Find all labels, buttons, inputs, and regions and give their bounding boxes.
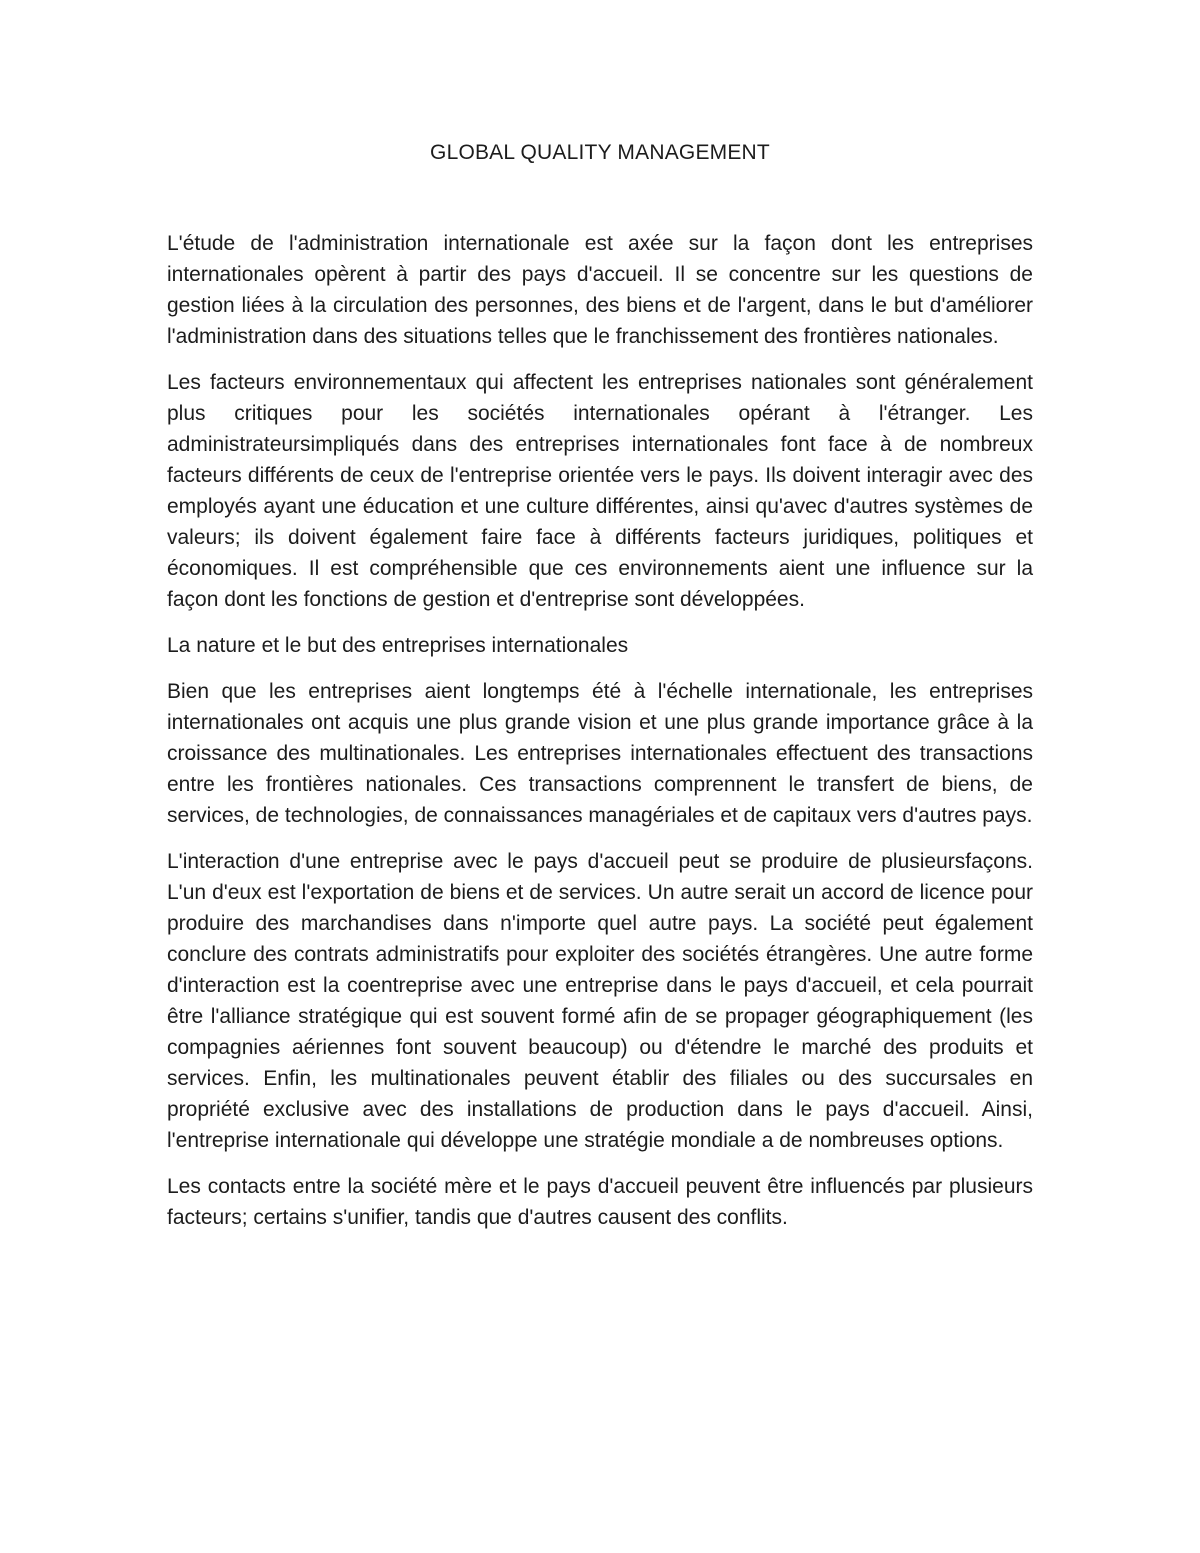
section-heading-nature: La nature et le but des entreprises internationales bbox=[167, 634, 629, 657]
paragraph-environmental-factors: Les facteurs environnementaux qui affectent les entreprises nationales sont généralement plus critiques pour les sociétés internationales opérant à l'étranger. Les administrateursimpliqués dans des entreprises internationales font face à de nombreux facteurs différents de ceux de l'entreprise orientée vers le pays. Ils doivent interagir avec des employés ayant une éducation et une culture différentes, ainsi qu'avec d'autres systèmes de valeurs; ils doivent également faire face à différents facteurs juridiques, politiques et économiques. Il est compréhensible que ces environnements aient une influence sur la façon dont les fonctions de gestion et d'entreprise sont développées. bbox=[167, 371, 1033, 611]
document-page bbox=[167, 138, 1033, 1248]
paragraph-interaction: L'interaction d'une entreprise avec le pays d'accueil peut se produire de plusieursfaçons. L'un d'eux est l'exportation de biens et de services. Un autre serait un accord de licence pour produire des marchandises dans n'importe quel autre pays. La société peut également conclure des contrats administratifs pour exploiter des sociétés étrangères. Une autre forme d'interaction est la coentreprise avec une entreprise dans le pays d'accueil, et cela pourrait être l'alliance stratégique qui est souvent formé afin de se propager géographiquement (les compagnies aériennes font souvent beaucoup) ou d'étendre le marché des produits et services. Enfin, les multinationales peuvent établir des filiales ou des succursales en propriété exclusive avec des installations de production dans le pays d'accueil. Ainsi, l'entreprise internationale qui développe une stratégie mondiale a de nombreuses options. bbox=[167, 850, 1033, 1152]
paragraph-contacts: Les contacts entre la société mère et le pays d'accueil peuvent être influencés par plusieurs facteurs; certains s'unifier, tandis que d'autres causent des conflits. bbox=[167, 1175, 1033, 1229]
paragraph-intro: L'étude de l'administration internationale est axée sur la façon dont les entreprises internationales opèrent à partir des pays d'accueil. Il se concentre sur les questions de gestion liées à la circulation des personnes, des biens et de l'argent, dans le but d'améliorer l'administration dans des situations telles que le franchissement des frontières nationales. bbox=[167, 232, 1033, 348]
document-title: GLOBAL QUALITY MANAGEMENT bbox=[430, 141, 770, 164]
paragraph-growth: Bien que les entreprises aient longtemps été à l'échelle internationale, les entreprises internationales ont acquis une plus grande vision et une plus grande importance grâce à la croissance des multinationales. Les entreprises internationales effectuent des transactions entre les frontières nationales. Ces transactions comprennent le transfert de biens, de services, de technologies, de connaissances managériales et de capitaux vers d'autres pays. bbox=[167, 680, 1033, 827]
